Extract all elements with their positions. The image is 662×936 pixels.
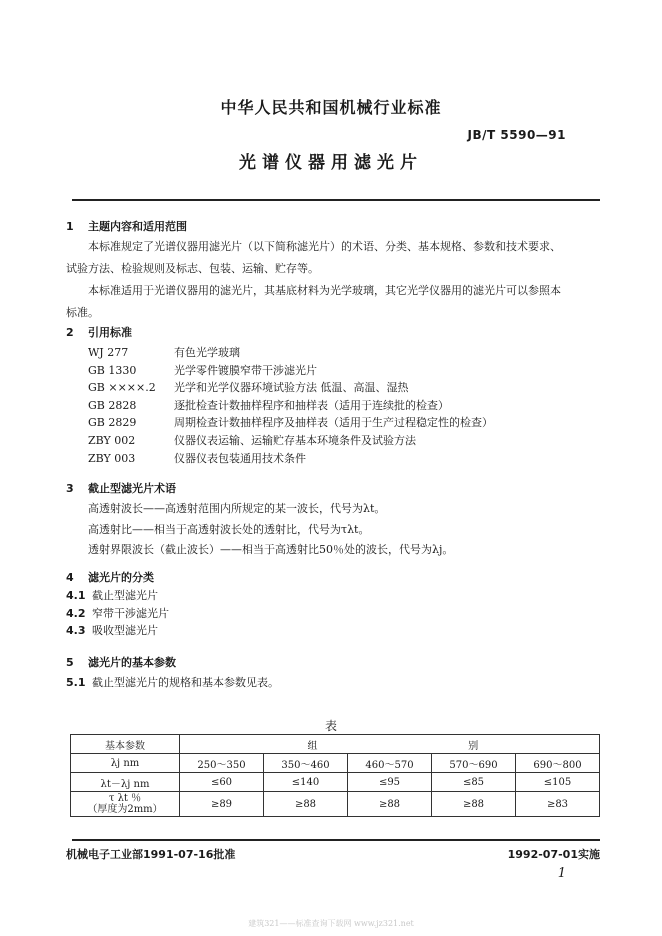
paragraph-line: 本标准适用于光谱仪器用的滤光片，其基底材料为光学玻璃，其它光学仪器用的滤光片可以参照本 xyxy=(88,284,561,297)
section-number: 3 xyxy=(66,482,74,495)
clause-5-1 xyxy=(66,674,279,692)
table-cell: ≤95 xyxy=(348,773,432,792)
table-cell: ≥88 xyxy=(348,792,432,817)
table-cell: 250～350 xyxy=(180,754,264,773)
term-definition: 高透射波长——高透射范围内所规定的某一波长，代号为λt。 xyxy=(88,502,386,515)
section-title: 引用标准 xyxy=(88,326,132,339)
section-number: 4 xyxy=(66,571,74,584)
table-header-row xyxy=(71,735,600,754)
table-row xyxy=(71,773,600,792)
reference-code: WJ 277 xyxy=(88,346,129,359)
reference-row xyxy=(88,414,493,432)
paragraph-line: 标准。 xyxy=(66,306,99,319)
table-cell: ≤105 xyxy=(516,773,600,792)
reference-code: GB 1330 xyxy=(88,363,137,377)
table-cell: ≤85 xyxy=(432,773,516,792)
section-title: 截止型滤光片术语 xyxy=(88,482,176,495)
reference-row xyxy=(88,397,493,415)
reference-code: GB ××××.2 xyxy=(88,381,156,395)
paragraph-line: 试验方法、检验规则及标志、包装、运输、贮存等。 xyxy=(66,262,319,275)
table-row xyxy=(71,792,600,817)
label-line: τ λt ％ xyxy=(108,793,142,804)
table-group-header-a: 组 xyxy=(180,735,348,754)
reference-title: 光学零件镀膜窄带干涉滤光片 xyxy=(174,363,317,377)
table-cell: 350～460 xyxy=(264,754,348,773)
section-title: 滤光片的分类 xyxy=(88,571,154,584)
term-list xyxy=(88,499,453,561)
table-row-label xyxy=(71,792,180,817)
reference-title: 光学和光学仪器环境试验方法 低温、高温、湿热 xyxy=(174,381,409,395)
effective-date: 1992-07-01实施 xyxy=(507,848,600,861)
reference-row xyxy=(88,432,493,450)
table-group-header-b: 别 xyxy=(348,735,600,754)
table-row xyxy=(71,754,600,773)
table-cell: ≥88 xyxy=(432,792,516,817)
table-cell: ≥88 xyxy=(264,792,348,817)
section-1-body xyxy=(66,236,601,324)
page-number: 1 xyxy=(557,866,566,881)
reference-code: GB 2829 xyxy=(88,416,137,430)
clause-number: 4.1 xyxy=(66,589,86,602)
reference-title: 仪器仪表包装通用技术条件 xyxy=(174,451,306,465)
clause-number: 4.2 xyxy=(66,606,86,620)
section-title: 滤光片的基本参数 xyxy=(88,656,176,669)
label-line: （厚度为2mm） xyxy=(87,804,163,815)
reference-row xyxy=(88,362,493,380)
section-3-heading xyxy=(66,480,176,496)
term-definition: 透射界限波长（截止波长）——相当于高透射比50％处的波长，代号为λj。 xyxy=(88,543,454,556)
clause-text: 吸收型滤光片 xyxy=(92,624,158,637)
section-4-heading xyxy=(66,569,154,585)
reference-row xyxy=(88,450,493,468)
clause-text: 截止型滤光片的规格和基本参数见表。 xyxy=(92,676,279,689)
reference-title: 有色光学玻璃 xyxy=(174,346,240,359)
classification-list xyxy=(66,587,169,640)
classification-item xyxy=(66,605,169,623)
paragraph-line: 本标准规定了光谱仪器用滤光片（以下简称滤光片）的术语、分类、基本规格、参数和技术要求、 xyxy=(88,240,561,253)
reference-list xyxy=(88,344,493,467)
clause-number: 5.1 xyxy=(66,676,86,689)
filter-parameter-table xyxy=(70,734,600,817)
clause-text: 截止型滤光片 xyxy=(92,589,158,602)
watermark: 建筑321——标准查询下载网 www.jz321.net xyxy=(248,919,414,928)
reference-title: 仪器仪表运输、运输贮存基本环境条件及试验方法 xyxy=(174,433,416,447)
section-1-heading xyxy=(66,218,187,234)
table-cell: 570～690 xyxy=(432,754,516,773)
footer-rule xyxy=(72,839,600,841)
table-cell: 690～800 xyxy=(516,754,600,773)
section-2-heading xyxy=(66,324,132,340)
classification-item xyxy=(66,587,169,605)
document-title: 光谱仪器用滤光片 xyxy=(239,153,423,173)
reference-row xyxy=(88,379,493,397)
classification-item xyxy=(66,622,169,640)
section-title: 主题内容和适用范围 xyxy=(88,220,187,233)
table-header-cell: 基本参数 xyxy=(71,735,180,754)
approval-notice: 机械电子工业部1991-07-16批准 xyxy=(66,848,236,861)
table-cell: 460～570 xyxy=(348,754,432,773)
clause-number: 4.3 xyxy=(66,624,86,637)
reference-code: ZBY 002 xyxy=(88,433,136,447)
table-caption: 表 xyxy=(324,719,337,733)
term-definition: 高透射比——相当于高透射波长处的透射比，代号为τλt。 xyxy=(88,522,370,536)
issuing-organization: 中华人民共和国机械行业标准 xyxy=(220,98,442,117)
reference-code: GB 2828 xyxy=(88,398,137,412)
header-rule xyxy=(72,199,600,201)
table-row-label: λt－λj nm xyxy=(71,773,180,792)
clause-text: 窄带干涉滤光片 xyxy=(92,606,169,620)
table-cell: ≥83 xyxy=(516,792,600,817)
table-cell: ≥89 xyxy=(180,792,264,817)
table-cell: ≤60 xyxy=(180,773,264,792)
reference-row xyxy=(88,344,493,362)
table-row-label: λj nm xyxy=(71,754,180,773)
section-number: 2 xyxy=(66,326,74,339)
table-cell: ≤140 xyxy=(264,773,348,792)
section-5-heading xyxy=(66,654,176,670)
reference-code: ZBY 003 xyxy=(88,451,136,465)
section-number: 5 xyxy=(66,656,74,669)
reference-title: 周期检查计数抽样程序及抽样表（适用于生产过程稳定性的检查） xyxy=(174,416,493,430)
standard-code: JB/T 5590—91 xyxy=(467,128,566,142)
section-number: 1 xyxy=(66,220,74,233)
reference-title: 逐批检查计数抽样程序和抽样表（适用于连续批的检查） xyxy=(174,398,449,412)
clause-row xyxy=(66,674,279,692)
